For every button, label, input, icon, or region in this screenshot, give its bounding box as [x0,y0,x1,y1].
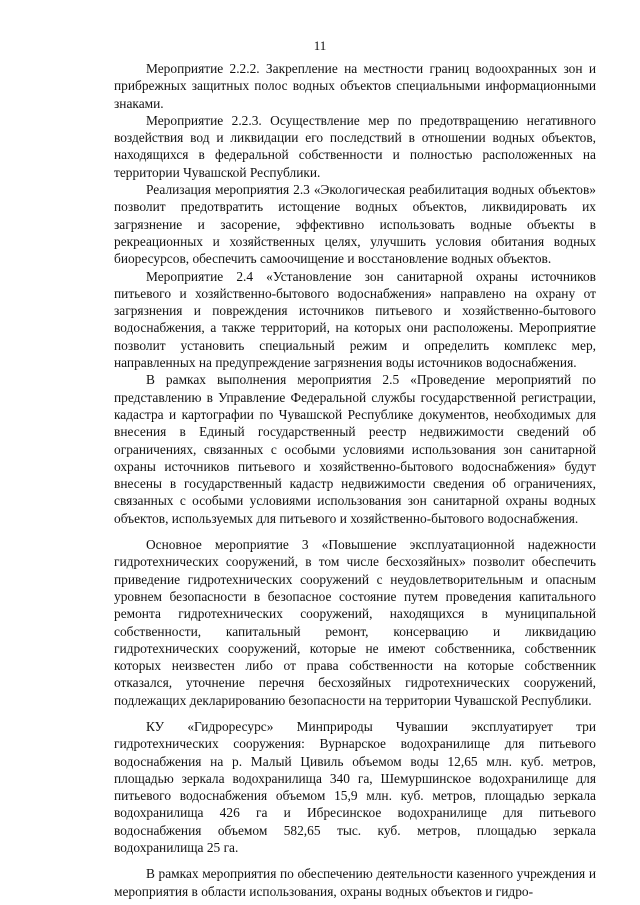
paragraph-2-5-registry: В рамках выполнения мероприятия 2.5 «Проведение мероприятий по представлению в Управление Федеральной службы государственной регистрации, кадастра и картографии по Чувашской Республике документов, необходимых для внесения в Единый государственный реестр недвижимости сведений об ограничениях, связанных с особыми условиями использования зон санитарной охраны источников питьевого и хозяйственно-бытового водоснабжения» будут внесены в государственный кадастр недвижимости сведения об ограничениях, связанных с особыми условиями использования зон санитарной охраны водных объектов, используемых для питьевого и хозяйственно-бытового водоснабжения. [114,372,596,526]
paragraph-2-4-sanitary-zones: Мероприятие 2.4 «Установление зон санитарной охраны источников питьевого и хозяйственно-бытового водоснабжения» направлено на охрану от загрязнения и повреждения источников питьевого и хозяйственно-бытового водоснабжения, а также территорий, на которых они расположены. Мероприятие позволит установить специальный режим и определить комплекс мер, направленных на предупреждение загрязнения воды источников водоснабжения. [114,268,596,371]
paragraph-institution-activity: В рамках мероприятия по обеспечению деятельности казенного учреждения и мероприятия в области использования, охраны водных объектов и гидро- [114,866,596,899]
document-body [114,60,596,900]
paragraph-gidroresurs: КУ «Гидроресурс» Минприроды Чувашии эксплуатирует три гидротехнических сооружения: Вурнарское водохранилище для питьевого водоснабжения на р. Малый Цивиль объемом воды 12,65 млн. куб. метров, площадью зеркала водохранилища 340 га, Шемуршинское водохранилище для питьевого водоснабжения объемом 15,9 млн. куб. метров, площадью зеркала водохранилища 426 га и Ибресинское водохранилище для питьевого водоснабжения объемом 582,65 тыс. куб. метров, площадью зеркала водохранилища 25 га. [114,718,596,856]
paragraph-2-2-2: Мероприятие 2.2.2. Закрепление на местности границ водоохранных зон и прибрежных защитных полос водных объектов специальными информационными знаками. [114,61,596,111]
page-number: 11 [313,38,327,53]
paragraph-2-2-3: Мероприятие 2.2.3. Осуществление мер по предотвращению негативного воздействия вод и ликвидации его последствий в отношении водных объектов, находящихся в федеральной собственности и полностью расположенных на территории Чувашской Республики. [114,112,596,180]
paragraph-2-3-rehabilitation: Реализация мероприятия 2.3 «Экологическая реабилитация водных объектов» позволит предотвратить истощение водных объектов, ликвидировать их загрязнение и засорение, эффективно использовать водные объекты в рекреационных и хозяйственных целях, улучшить условия обитания водных биоресурсов, обеспечить самоочищение и восстановление водных объектов. [114,182,596,267]
paragraph-main-measure-3: Основное мероприятие 3 «Повышение эксплуатационной надежности гидротехнических сооружений, в том числе бесхозяйных» позволит обеспечить приведение гидротехнических сооружений с неудовлетворительным и опасным уровнем безопасности в безопасное состояние путем проведения капитального ремонта гидротехнических сооружений, находящихся в муниципальной собственности, капитальный ремонт, консервацию и ликвидацию гидротехнических сооружений, которые не имеют собственника, собственник которых неизвестен либо от права собственности на которые собственник отказался, уточнение перечня бесхозяйных гидротехнических сооружений, подлежащих декларированию безопасности на территории Чувашской Республики. [114,537,596,708]
